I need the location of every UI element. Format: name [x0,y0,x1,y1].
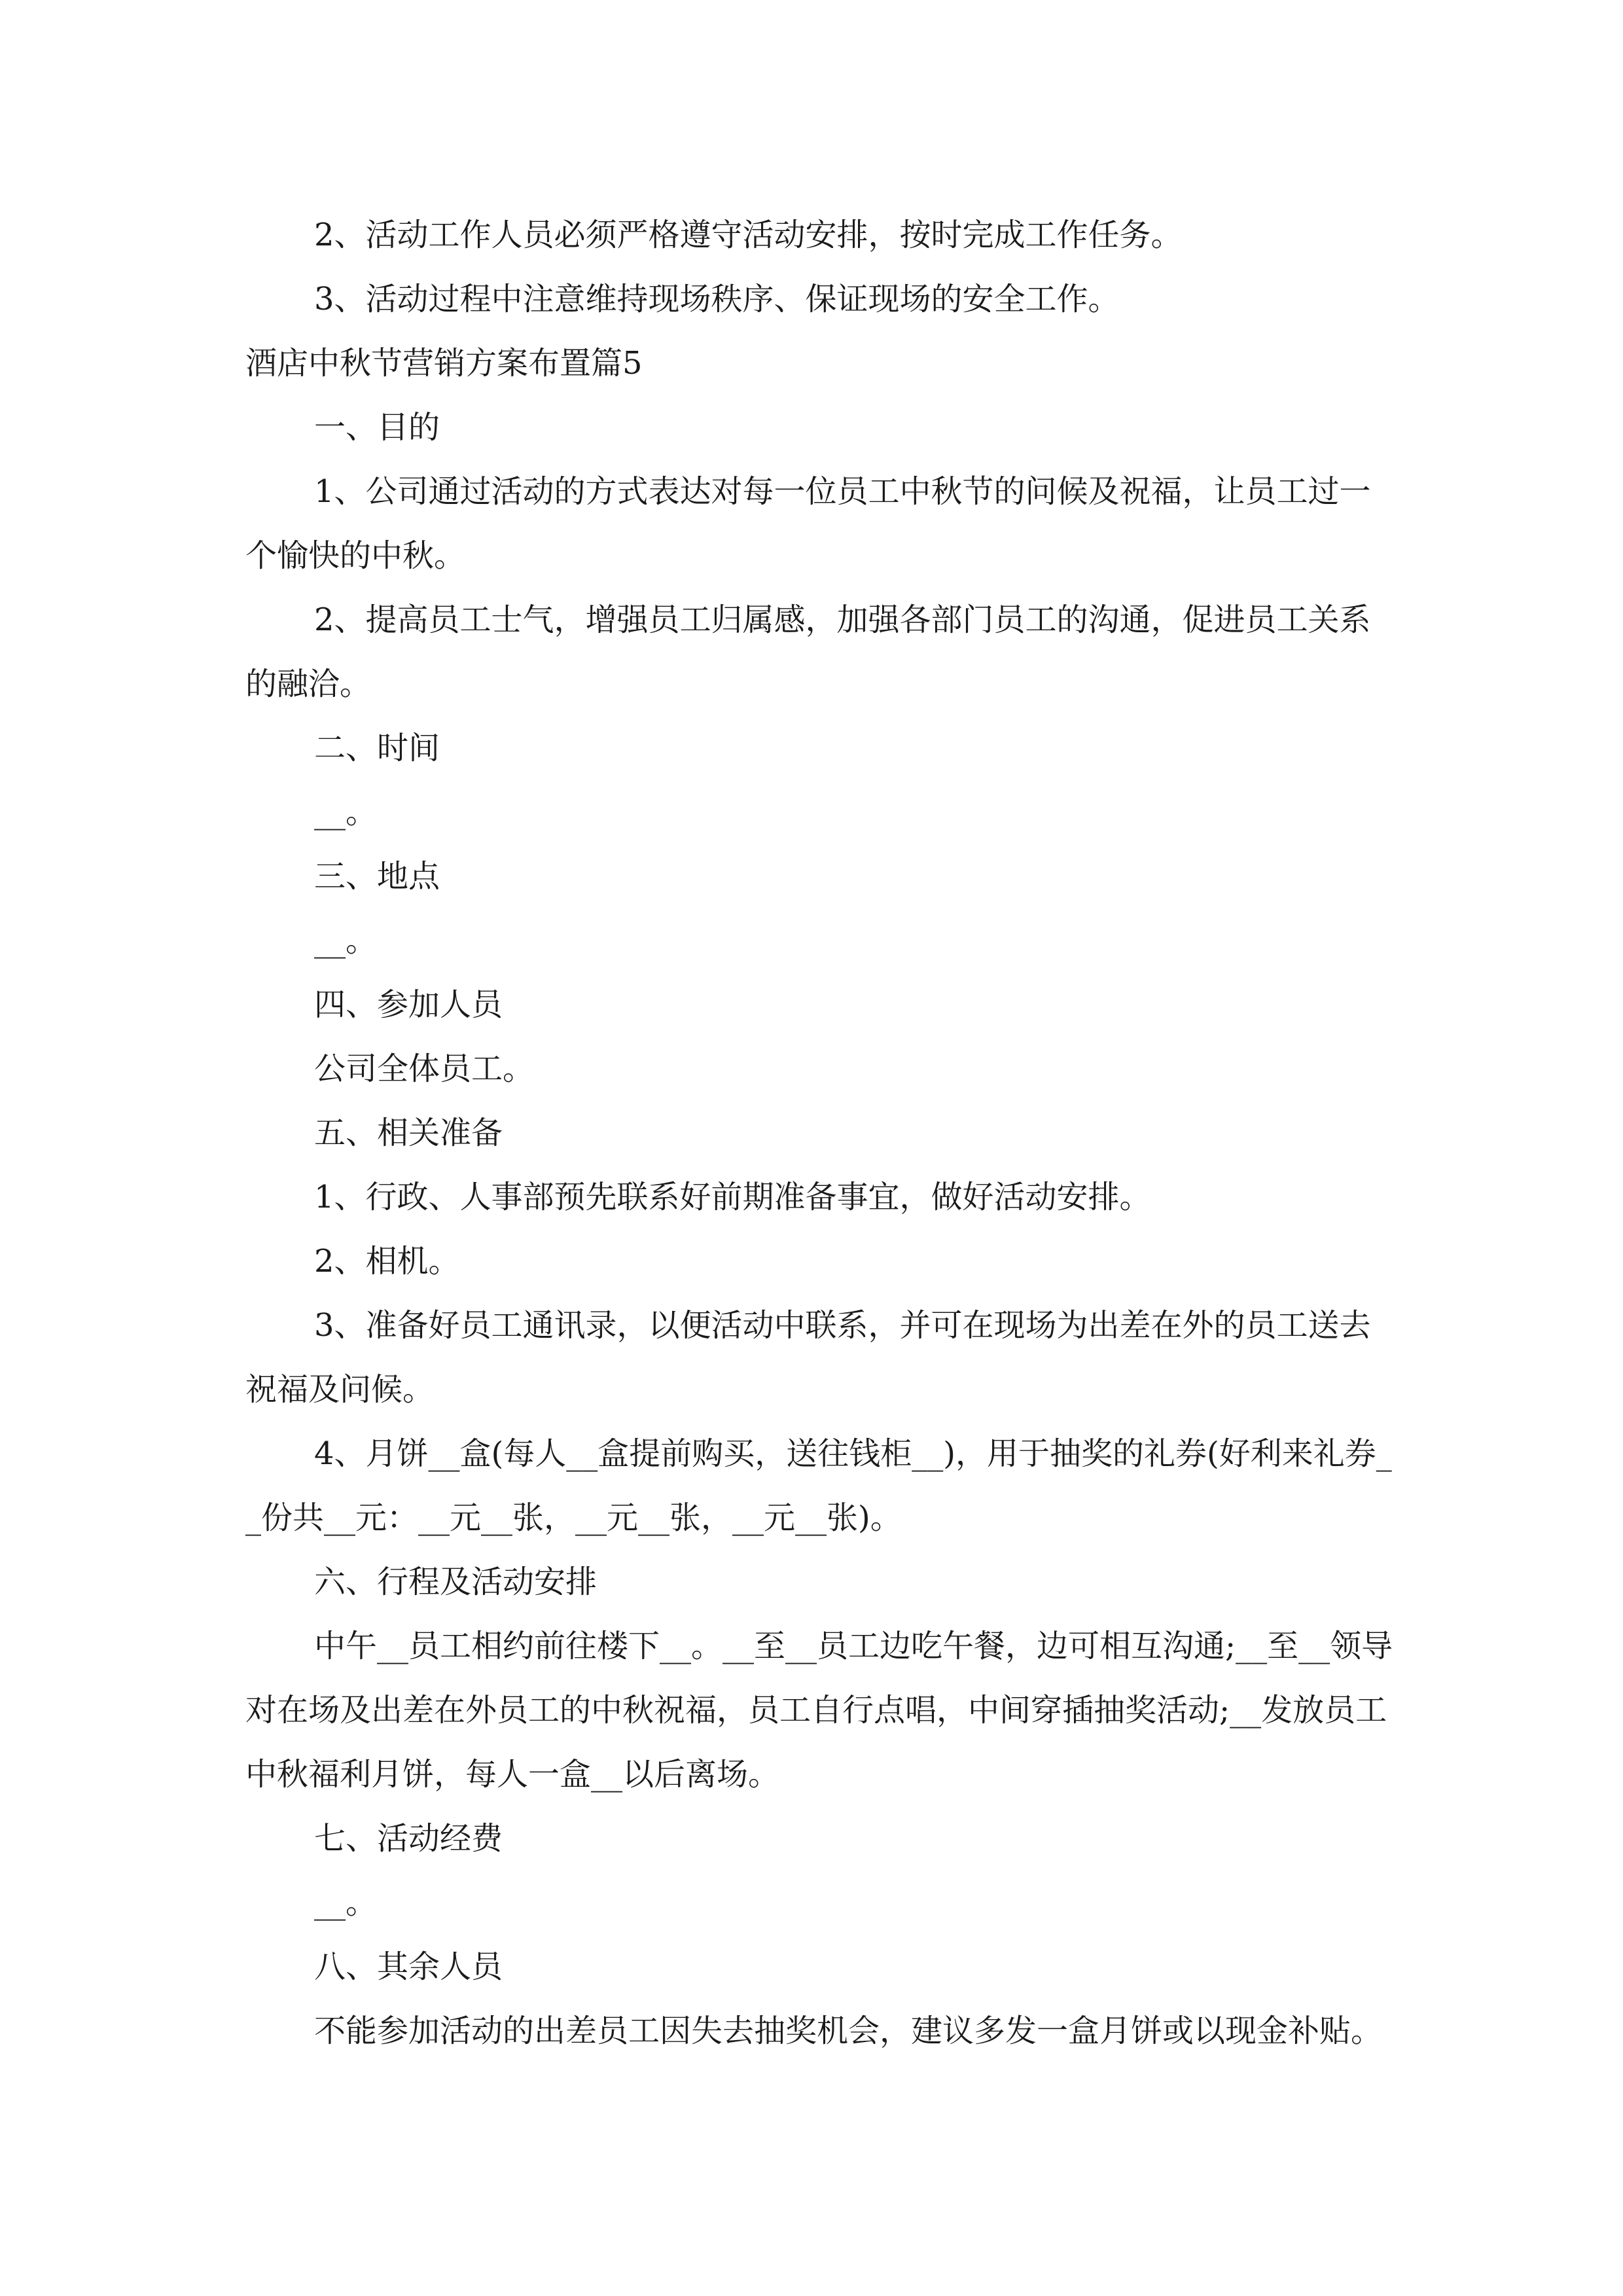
section-title: 酒店中秋节营销方案布置篇5 [245,345,643,382]
paragraph: 不能参加活动的出差员工因失去抽奖机会，建议多发一盒月饼或以现金补贴。 [314,2013,1383,2049]
blank-value: __。 [314,794,378,831]
list-item: 2、相机。 [314,1243,460,1280]
blank-value: __。 [314,922,378,959]
list-item: 2、提高员工士气，增强员工归属感，加强各部门员工的沟通，促进员工关系的融洽。 [245,601,1371,702]
section-heading: 四、参加人员 [314,986,503,1023]
section-heading: 五、相关准备 [314,1115,503,1151]
section-heading: 二、时间 [314,730,440,766]
section-heading: 一、目的 [314,409,440,446]
section-heading: 六、行程及活动安排 [314,1564,597,1600]
section-heading: 八、其余人员 [314,1948,503,1985]
list-item: 4、月饼__盒(每人__盒提前购买，送往钱柜__)，用于抽奖的礼券(好利来礼券__份共__元：__元__张，__元__张，__元__张)。 [245,1435,1392,1536]
list-item: 2、活动工作人员必须严格遵守活动安排，按时完成工作任务。 [314,217,1183,253]
paragraph: 公司全体员工。 [314,1050,535,1087]
list-item: 3、活动过程中注意维持现场秩序、保证现场的安全工作。 [314,281,1120,317]
list-item: 3、准备好员工通讯录，以便活动中联系，并可在现场为出差在外的员工送去祝福及问候。 [245,1307,1371,1408]
section-heading: 七、活动经费 [314,1820,503,1857]
section-heading: 三、地点 [314,858,440,895]
list-item: 1、公司通过活动的方式表达对每一位员工中秋节的问候及祝福，让员工过一个愉快的中秋。 [245,473,1371,574]
document-body [245,203,1397,2063]
paragraph: 中午__员工相约前往楼下__。__至__员工边吃午餐，边可相互沟通;__至__领导对在场及出差在外员工的中秋祝福，员工自行点唱，中间穿插抽奖活动;__发放员工中秋福利月饼，每人一盒__以后离场。 [245,1628,1393,1793]
list-item: 1、行政、人事部预先联系好前期准备事宜，做好活动安排。 [314,1179,1151,1215]
blank-value: __。 [314,1884,378,1921]
